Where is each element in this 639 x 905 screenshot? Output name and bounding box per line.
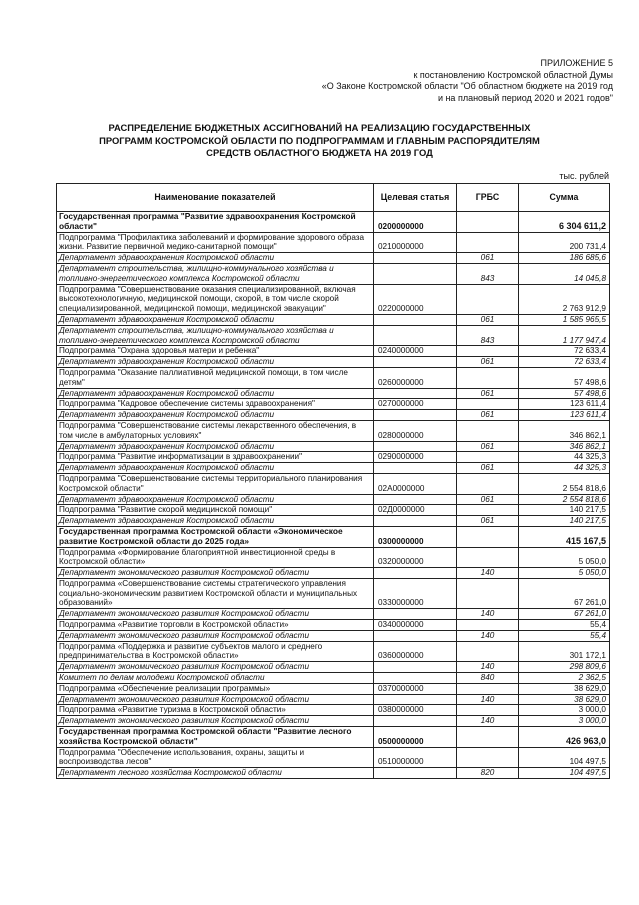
cell-grbs: 140 — [457, 716, 519, 727]
cell-grbs — [457, 473, 519, 494]
cell-sum: 55,4 — [519, 620, 610, 631]
cell-grbs: 840 — [457, 673, 519, 684]
cell-target-code: 0320000000 — [374, 547, 457, 568]
cell-sum: 67 261,0 — [519, 578, 610, 608]
appendix-line-1: ПРИЛОЖЕНИЕ 5 — [540, 58, 613, 68]
cell-grbs: 843 — [457, 263, 519, 284]
cell-grbs — [457, 284, 519, 314]
units-label: тыс. рублей — [559, 171, 609, 181]
cell-grbs — [457, 346, 519, 357]
cell-grbs: 140 — [457, 630, 519, 641]
cell-sum: 346 862,1 — [519, 441, 610, 452]
appendix-line-4: и на плановый период 2020 и 2021 годов" — [437, 92, 613, 103]
cell-sum: 104 497,5 — [519, 747, 610, 768]
cell-sum: 104 497,5 — [519, 768, 610, 779]
cell-target-code: 0380000000 — [374, 705, 457, 716]
cell-sum: 186 685,6 — [519, 253, 610, 264]
cell-name: Департамент здравоохранения Костромской области — [57, 410, 374, 421]
cell-name: Подпрограмма "Обеспечение использования, охраны, защиты и воспроизводства лесов" — [57, 747, 374, 768]
cell-sum: 426 963,0 — [519, 727, 610, 748]
header-code: Целевая статья — [374, 184, 457, 212]
header-name: Наименование показателей — [57, 184, 374, 212]
cell-sum: 5 050,0 — [519, 547, 610, 568]
cell-grbs: 061 — [457, 494, 519, 505]
cell-name: Подпрограмма "Совершенствование системы территориального планирования Костромской области" — [57, 473, 374, 494]
table-row — [57, 630, 610, 641]
cell-name: Подпрограмма «Развитие торговли в Костромской области» — [57, 620, 374, 631]
header-grbs: ГРБС — [457, 184, 519, 212]
cell-name: Подпрограмма «Совершенствование системы стратегического управления социально-экономическим развитием Костромской области и муниципальных образований» — [57, 578, 374, 608]
cell-name: Подпрограмма "Оказание паллиативной медицинской помощи, в том числе детям" — [57, 367, 374, 388]
cell-grbs — [457, 620, 519, 631]
cell-sum: 14 045,8 — [519, 263, 610, 284]
cell-sum: 38 629,0 — [519, 694, 610, 705]
cell-grbs — [457, 526, 519, 547]
cell-grbs — [457, 578, 519, 608]
allocation-table — [56, 183, 610, 779]
cell-target-code — [374, 263, 457, 284]
cell-sum: 301 172,1 — [519, 641, 610, 662]
table-row — [57, 662, 610, 673]
cell-sum: 44 325,3 — [519, 452, 610, 463]
cell-sum: 5 050,0 — [519, 568, 610, 579]
table-header-row — [57, 184, 610, 212]
cell-name: Департамент экономического развития Костромской области — [57, 716, 374, 727]
table-row — [57, 367, 610, 388]
cell-name: Департамент экономического развития Костромской области — [57, 609, 374, 620]
cell-target-code — [374, 463, 457, 474]
table-row — [57, 609, 610, 620]
cell-grbs: 140 — [457, 568, 519, 579]
cell-sum: 1 585 965,5 — [519, 314, 610, 325]
table-row — [57, 325, 610, 346]
cell-name: Департамент здравоохранения Костромской области — [57, 253, 374, 264]
cell-target-code: 0260000000 — [374, 367, 457, 388]
cell-name: Подпрограмма "Профилактика заболеваний и формирование здорового образа жизни. Развитие первичной медико-санитарной помощи" — [57, 232, 374, 253]
table-row — [57, 516, 610, 527]
cell-sum: 57 498,6 — [519, 388, 610, 399]
cell-name: Государственная программа Костромской области "Развитие лесного хозяйства Костромской области" — [57, 727, 374, 748]
cell-grbs — [457, 399, 519, 410]
table-row — [57, 346, 610, 357]
cell-sum: 2 362,5 — [519, 673, 610, 684]
cell-target-code — [374, 630, 457, 641]
cell-target-code: 0370000000 — [374, 683, 457, 694]
cell-grbs — [457, 747, 519, 768]
cell-name: Подпрограмма "Охрана здоровья матери и ребенка" — [57, 346, 374, 357]
cell-name: Департамент экономического развития Костромской области — [57, 662, 374, 673]
cell-grbs — [457, 641, 519, 662]
appendix-line-2: к постановлению Костромской областной Думы — [413, 69, 613, 80]
cell-grbs — [457, 727, 519, 748]
cell-grbs: 061 — [457, 388, 519, 399]
title-line-2: ПРОГРАММ КОСТРОМСКОЙ ОБЛАСТИ ПО ПОДПРОГРАММАМ И ГЛАВНЫМ РАСПОРЯДИТЕЛЯМ — [99, 134, 540, 146]
title-line-3: СРЕДСТВ ОБЛАСТНОГО БЮДЖЕТА НА 2019 ГОД — [206, 147, 433, 158]
table-row — [57, 494, 610, 505]
cell-grbs: 140 — [457, 662, 519, 673]
cell-target-code: 0340000000 — [374, 620, 457, 631]
cell-name: Департамент здравоохранения Костромской области — [57, 388, 374, 399]
cell-target-code — [374, 694, 457, 705]
cell-grbs: 061 — [457, 314, 519, 325]
cell-sum: 38 629,0 — [519, 683, 610, 694]
cell-sum: 44 325,3 — [519, 463, 610, 474]
table-row — [57, 620, 610, 631]
cell-name: Департамент здравоохранения Костромской области — [57, 463, 374, 474]
cell-sum: 72 633,4 — [519, 346, 610, 357]
cell-grbs — [457, 367, 519, 388]
cell-target-code — [374, 673, 457, 684]
cell-target-code: 0330000000 — [374, 578, 457, 608]
cell-sum: 2 763 912,9 — [519, 284, 610, 314]
cell-grbs: 061 — [457, 516, 519, 527]
table-row — [57, 716, 610, 727]
cell-grbs: 140 — [457, 694, 519, 705]
cell-grbs — [457, 420, 519, 441]
cell-sum: 55,4 — [519, 630, 610, 641]
table-row — [57, 747, 610, 768]
table-row — [57, 314, 610, 325]
cell-target-code: 0290000000 — [374, 452, 457, 463]
cell-target-code: 0240000000 — [374, 346, 457, 357]
cell-sum: 123 611,4 — [519, 410, 610, 421]
table-row — [57, 263, 610, 284]
table-row — [57, 253, 610, 264]
cell-sum: 57 498,6 — [519, 367, 610, 388]
cell-target-code — [374, 314, 457, 325]
cell-grbs: 140 — [457, 609, 519, 620]
table-row — [57, 727, 610, 748]
cell-target-code: 02Д0000000 — [374, 505, 457, 516]
cell-target-code: 0280000000 — [374, 420, 457, 441]
cell-grbs — [457, 705, 519, 716]
table-row — [57, 212, 610, 233]
cell-target-code — [374, 516, 457, 527]
table-row — [57, 568, 610, 579]
cell-sum: 72 633,4 — [519, 357, 610, 368]
table-row — [57, 578, 610, 608]
appendix-header — [233, 58, 613, 104]
cell-grbs — [457, 232, 519, 253]
cell-name: Подпрограмма «Поддержка и развитие субъектов малого и среднего предпринимательства в Костромской области» — [57, 641, 374, 662]
title-line-1: РАСПРЕДЕЛЕНИЕ БЮДЖЕТНЫХ АССИГНОВАНИЙ НА РЕАЛИЗАЦИЮ ГОСУДАРСТВЕННЫХ — [108, 122, 531, 133]
cell-sum: 67 261,0 — [519, 609, 610, 620]
cell-target-code — [374, 768, 457, 779]
cell-target-code — [374, 388, 457, 399]
cell-target-code — [374, 410, 457, 421]
cell-name: Подпрограмма «Обеспечение реализации программы» — [57, 683, 374, 694]
cell-grbs — [457, 452, 519, 463]
cell-target-code — [374, 662, 457, 673]
appendix-line-3: «О Законе Костромской области "Об областном бюджете на 2019 год — [321, 81, 613, 91]
cell-target-code: 02А0000000 — [374, 473, 457, 494]
table-row — [57, 410, 610, 421]
cell-sum: 140 217,5 — [519, 516, 610, 527]
cell-name: Комитет по делам молодежи Костромской области — [57, 673, 374, 684]
table-row — [57, 683, 610, 694]
table-row — [57, 473, 610, 494]
cell-name: Департамент здравоохранения Костромской области — [57, 314, 374, 325]
cell-sum: 346 862,1 — [519, 420, 610, 441]
cell-name: Подпрограмма "Развитие скорой медицинской помощи" — [57, 505, 374, 516]
table-row — [57, 526, 610, 547]
cell-target-code — [374, 609, 457, 620]
cell-name: Департамент здравоохранения Костромской области — [57, 494, 374, 505]
cell-grbs: 061 — [457, 410, 519, 421]
table-row — [57, 505, 610, 516]
cell-target-code: 0510000000 — [374, 747, 457, 768]
table-row — [57, 641, 610, 662]
cell-grbs — [457, 505, 519, 516]
cell-sum: 140 217,5 — [519, 505, 610, 516]
cell-name: Подпрограмма "Кадровое обеспечение системы здравоохранения" — [57, 399, 374, 410]
cell-sum: 6 304 611,2 — [519, 212, 610, 233]
cell-name: Подпрограмма «Формирование благоприятной инвестиционной среды в Костромской области» — [57, 547, 374, 568]
cell-name: Подпрограмма "Совершенствование системы лекарственного обеспечения, в том числе в амбулаторных условиях" — [57, 420, 374, 441]
cell-sum: 200 731,4 — [519, 232, 610, 253]
cell-target-code — [374, 568, 457, 579]
cell-grbs — [457, 683, 519, 694]
cell-target-code — [374, 325, 457, 346]
cell-grbs — [457, 212, 519, 233]
cell-sum: 123 611,4 — [519, 399, 610, 410]
cell-sum: 415 167,5 — [519, 526, 610, 547]
cell-target-code — [374, 494, 457, 505]
cell-sum: 2 554 818,6 — [519, 494, 610, 505]
cell-name: Департамент строительства, жилищно-коммунального хозяйства и топливно-энергетического комплекса Костромской области — [57, 325, 374, 346]
cell-grbs: 820 — [457, 768, 519, 779]
cell-target-code: 0500000000 — [374, 727, 457, 748]
table-row — [57, 357, 610, 368]
cell-target-code: 0270000000 — [374, 399, 457, 410]
cell-sum: 3 000,0 — [519, 705, 610, 716]
cell-target-code — [374, 357, 457, 368]
cell-target-code: 0210000000 — [374, 232, 457, 253]
table-row — [57, 441, 610, 452]
cell-name: Подпрограмма "Развитие информатизации в здравоохранении" — [57, 452, 374, 463]
table-row — [57, 399, 610, 410]
cell-name: Государственная программа Костромской области «Экономическое развитие Костромской области до 2025 года» — [57, 526, 374, 547]
table-row — [57, 705, 610, 716]
table-row — [57, 463, 610, 474]
cell-target-code — [374, 716, 457, 727]
cell-grbs: 061 — [457, 441, 519, 452]
table-row — [57, 694, 610, 705]
cell-name: Департамент строительства, жилищно-коммунального хозяйства и топливно-энергетического комплекса Костромской области — [57, 263, 374, 284]
cell-target-code: 0300000000 — [374, 526, 457, 547]
cell-grbs: 061 — [457, 253, 519, 264]
table-row — [57, 420, 610, 441]
table-row — [57, 284, 610, 314]
cell-target-code — [374, 441, 457, 452]
cell-grbs: 061 — [457, 463, 519, 474]
cell-sum: 3 000,0 — [519, 716, 610, 727]
cell-name: Департамент здравоохранения Костромской области — [57, 516, 374, 527]
table-row — [57, 452, 610, 463]
cell-sum: 2 554 818,6 — [519, 473, 610, 494]
cell-name: Подпрограмма «Развитие туризма в Костромской области» — [57, 705, 374, 716]
cell-target-code: 0200000000 — [374, 212, 457, 233]
table-row — [57, 547, 610, 568]
cell-target-code — [374, 253, 457, 264]
cell-name: Департамент экономического развития Костромской области — [57, 694, 374, 705]
table-row — [57, 232, 610, 253]
table-row — [57, 388, 610, 399]
cell-grbs: 843 — [457, 325, 519, 346]
table-body — [57, 212, 610, 779]
table-row — [57, 768, 610, 779]
cell-name: Департамент здравоохранения Костромской области — [57, 441, 374, 452]
cell-name: Департамент лесного хозяйства Костромской области — [57, 768, 374, 779]
cell-sum: 298 809,6 — [519, 662, 610, 673]
table-row — [57, 673, 610, 684]
cell-name: Государственная программа "Развитие здравоохранения Костромской области" — [57, 212, 374, 233]
cell-name: Департамент экономического развития Костромской области — [57, 630, 374, 641]
cell-name: Департамент здравоохранения Костромской области — [57, 357, 374, 368]
document-title — [40, 122, 599, 160]
cell-name: Департамент экономического развития Костромской области — [57, 568, 374, 579]
cell-grbs: 061 — [457, 357, 519, 368]
cell-sum: 1 177 947,4 — [519, 325, 610, 346]
cell-name: Подпрограмма "Совершенствование оказания специализированной, включая высокотехнологичную, медицинской помощи, скорой, в том числе скорой специализированной, медицинской помощи, медицинской эвакуации" — [57, 284, 374, 314]
cell-target-code: 0220000000 — [374, 284, 457, 314]
cell-grbs — [457, 547, 519, 568]
cell-target-code: 0360000000 — [374, 641, 457, 662]
header-sum: Сумма — [519, 184, 610, 212]
